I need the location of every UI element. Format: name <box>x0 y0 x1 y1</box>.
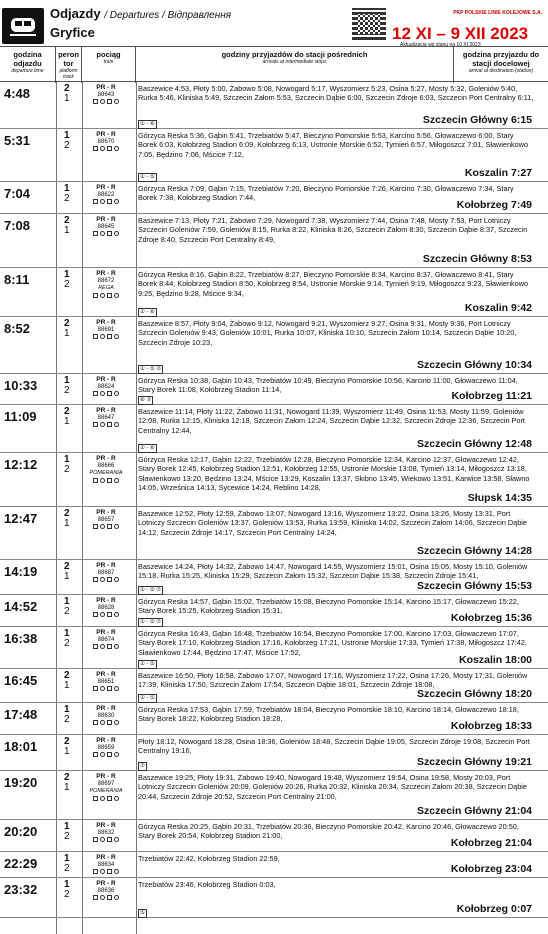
destination: Szczecin Główny 15:53 <box>417 580 532 592</box>
departure-time: 5:31 <box>4 133 31 148</box>
destination: Koszalin 18:00 <box>459 654 532 666</box>
table-row <box>0 129 548 182</box>
intermediate-stops: Górzyca Reska 7:09, Gąbin 7:15, Trzebiatów 7:20, Bieczyno Pomorskie 7:26, Karcino 7:30, Głowaczewo 7:34, Stary Borek 7:38, Kołobrzeg Stadion 7:44, <box>138 184 514 203</box>
platform-track: 1 2 <box>64 375 70 396</box>
departures-table <box>0 82 548 918</box>
departure-time: 22:29 <box>4 856 38 871</box>
table-row <box>0 627 548 669</box>
amenity-icons <box>86 293 126 301</box>
table-row <box>0 852 548 878</box>
destination: Koszalin 7:27 <box>464 167 532 179</box>
amenity-icons <box>86 644 126 652</box>
train-info[interactable]: PR - R 88636 <box>86 880 126 903</box>
destination: Kołobrzeg 11:21 <box>451 390 532 402</box>
table-row <box>0 317 548 374</box>
day-restriction: ⑥ ⑦ <box>140 397 152 403</box>
table-row <box>0 214 548 268</box>
day-restriction: ① - ⑤ ⑦ <box>140 619 162 625</box>
departure-time: 20:20 <box>4 824 38 839</box>
header <box>0 0 548 48</box>
departure-time: 14:19 <box>4 564 38 579</box>
intermediate-stops: Górzyca Reska 14:57, Gąbin 15:02, Trzebiatów 15:08, Bieczyno Pomorskie 15:14, Karcino 15:17, Głowaczewo 15:22, Stary Borek 15:25, Kołobrzeg Stadion 15:31, <box>138 597 519 616</box>
intermediate-stops: Baszewice 7:13, Płoty 7:21, Żabowo 7:29, Nowogard 7:38, Wyszomierz 7:44, Osina 7:48, Mosty 7:53, Port Lotniczy Szczecin Goleniów 7:59, Goleniów 8:15, Rurka 8:22, Kliniska 8:26, Szczecin Załom 8:30, Szczecin Dąbie 8:37, Szczecin Zdroje 8:40, Szczecin Port Centralny 8:49, <box>138 216 528 244</box>
departure-time: 10:33 <box>4 378 38 393</box>
table-row <box>0 703 548 735</box>
intermediate-stops: Baszewice 12:52, Płoty 12:59, Żabowo 13:07, Nowogard 13:16, Wyszomierz 13:22, Osina 13:26, Mosty 13:31, Port Lotniczy Szczecin Goleniów 13:37, Goleniów 13:53, Rurka 13:59, Kliniska 14:02, Szczecin Załom 14:06, Szczecin Dąbie 14:12, Szczecin Zdroje 14:17, Szczecin Port Centralny 14:24, <box>138 509 527 537</box>
train-info[interactable]: PR - R 88628 <box>86 597 126 620</box>
train-info[interactable]: PR - R 88634 <box>86 854 126 877</box>
page-title: Odjazdy / Departures / Відправлення <box>50 6 232 21</box>
day-restriction: ⑦ <box>140 763 145 769</box>
table-row <box>0 595 548 627</box>
train-info[interactable]: PR - R 88632 <box>86 822 126 845</box>
destination: Koszalin 9:42 <box>464 302 532 314</box>
destination: Szczecin Główny 6:15 <box>422 114 532 126</box>
train-info[interactable]: PR - R 88622 <box>86 184 126 207</box>
train-info[interactable]: PR - R 88651 <box>86 671 126 694</box>
amenity-icons <box>86 334 126 342</box>
day-restriction: ① - ⑤ <box>140 661 155 667</box>
day-restriction: ① - ⑥ <box>140 309 155 315</box>
train-info[interactable]: PR - R 88687 <box>86 562 126 585</box>
col-train: pociąg train <box>82 47 136 83</box>
departure-time: 14:52 <box>4 599 38 614</box>
intermediate-stops: Górzyca Reska 12:17, Gąbin 12:22, Trzebiatów 12:28, Bieczyno Pomorskie 12:34, Karcino 12:37, Głowaczewo 12:42, Stary Borek 12:45, Kołobrzeg Stadion 12:51, Kołobrzeg 12:55, Ustronie Morskie 13:08, Tymień 13:14, Miłogoszcz 13:18, Sławienkowo 13:20, Będzino 13:24, Mścice 13:29, Koszalin 13:37, Skibno 13:45, Wiekowo 13:51, Karwice 13:58, Sławno 14:05, Wrześnica 14:13, Sycewice 14:24, Reblino 14:28, <box>138 455 530 493</box>
brand-logo: PKP POLSKIE LINIE KOLEJOWE S.A. <box>453 10 542 16</box>
intermediate-stops: Górzyca Reska 10:38, Gąbin 10:43, Trzebiatów 10:49, Bieczyno Pomorskie 10:56, Karcino 11:00, Głowaczewo 11:04, Stary Borek 11:08, Kołobrzeg Stadion 11:14, <box>138 376 518 395</box>
day-restriction: ⑤ <box>140 910 145 916</box>
destination: Kołobrzeg 18:33 <box>450 720 532 732</box>
day-restriction: ① - ⑥ <box>140 121 155 127</box>
table-row <box>0 182 548 214</box>
departure-time: 18:01 <box>4 739 38 754</box>
train-info[interactable]: PR - R 88672 REGA <box>86 270 126 300</box>
intermediate-stops: Baszewice 4:53, Płoty 5:00, Żabowo 5:08, Nowogard 5:17, Wyszomierz 5:23, Osina 5:27, Mosty 5:32, Goleniów 5:40, Rurka 5:46, Kliniska 5:49, Szczecin Załom 5:53, Szczecin Dąbie 6:00, Szczecin Zdroje 6:03, Szczecin Port Centralny 6:11, <box>138 84 534 103</box>
platform-track: 1 2 <box>64 821 70 842</box>
departure-time: 16:38 <box>4 631 38 646</box>
platform-track: 1 2 <box>64 269 70 290</box>
validity-dates: 12 XI – 9 XII 2023 <box>392 24 529 43</box>
platform-track: 1 2 <box>64 879 70 900</box>
amenity-icons <box>86 869 126 877</box>
table-row <box>0 820 548 852</box>
amenity-icons <box>86 199 126 207</box>
table-row <box>0 669 548 703</box>
intermediate-stops: Trzebiatów 22:42, Kołobrzeg Stadion 22:59, <box>138 854 280 863</box>
amenity-icons <box>86 752 126 760</box>
train-info[interactable]: PR - R 88691 <box>86 319 126 342</box>
day-restriction: ① - ⑤ <box>140 174 155 180</box>
table-row <box>0 771 548 820</box>
day-restriction: ① - ⑤ <box>140 695 155 701</box>
intermediate-stops: Baszewice 8:57, Płoty 9:04, Żabowo 9:12, Nowogard 9:21, Wyszomierz 9:27, Osina 9:31, Mosty 9:36, Port Lotniczy Szczecin Goleniów 9:43, Goleniów 10:01, Rurka 10:07, Kliniska 10:10, Szczecin Załom 10:14, Szczecin Dąbie 10:20, Szczecin Zdroje 10:23, <box>138 319 517 347</box>
platform-track: 2 1 <box>64 772 70 793</box>
intermediate-stops: Trzebiatów 23:46, Kołobrzeg Stadion 0:03, <box>138 880 276 889</box>
destination: Kołobrzeg 23:04 <box>450 863 532 875</box>
table-row <box>0 560 548 595</box>
amenity-icons <box>86 99 126 107</box>
train-info[interactable]: PR - R 88645 <box>86 216 126 239</box>
destination: Szczecin Główny 14:28 <box>417 545 532 557</box>
platform-track: 2 1 <box>64 406 70 427</box>
amenity-icons <box>86 837 126 845</box>
destination: Słupsk 14:35 <box>467 492 532 504</box>
platform-track: 2 1 <box>64 670 70 691</box>
table-row <box>0 268 548 317</box>
intermediate-stops: Górzyca Reska 17:53, Gąbin 17:59, Trzebiatów 18:04, Bieczyno Pomorskie 18:10, Karcino 18:14, Głowaczewo 18:18, Stary Borek 18:22, Kołobrzeg Stadion 18:28, <box>138 705 519 724</box>
departure-time: 8:52 <box>4 321 31 336</box>
train-info[interactable]: PR - R 88630 <box>86 705 126 728</box>
amenity-icons <box>86 612 126 620</box>
destination: Kołobrzeg 0:07 <box>456 903 532 915</box>
table-row <box>0 878 548 918</box>
table-row <box>0 405 548 453</box>
intermediate-stops: Górzyca Reska 20:25, Gąbin 20:31, Trzebiatów 20:36, Bieczyno Pomorskie 20:42, Karcino 20:46, Głowaczewo 20:50, Stary Borek 20:54, Kołobrzeg Stadion 21:00, <box>138 822 519 841</box>
platform-track: 1 2 <box>64 596 70 617</box>
platform-track: 1 2 <box>64 130 70 151</box>
destination: Szczecin Główny 21:04 <box>417 805 532 817</box>
amenity-icons <box>86 796 126 804</box>
col-dest: godzina przyjazdu do stacji docelowej arrival at destination (station) <box>462 50 540 74</box>
train-info[interactable]: PR - R 88643 <box>86 84 126 107</box>
departure-time: 4:48 <box>4 86 31 101</box>
intermediate-stops: Baszewice 11:14, Płoty 11:22, Żabowo 11:31, Nowogard 11:39, Wyszomierz 11:49, Osina 11:53, Mosty 11:59, Goleniów 12:08, Rurka 12:15, Kliniska 12:18, Szczecin Załom 12:24, Szczecin Dąbie 12:32, Szczecin Zdroje 12:36, Szczecin Port Centralny 12:44, <box>138 407 525 435</box>
platform-track: 1 2 <box>64 454 70 475</box>
col-stops: godziny przyjazdów do stacji pośrednich arrivals at intermediate stops <box>136 47 454 83</box>
train-icon <box>2 8 44 44</box>
amenity-icons <box>86 577 126 585</box>
update-note: Aktualizacja wg stanu na 10 XI 2023 <box>400 42 481 48</box>
intermediate-stops: Baszewice 16:50, Płoty 16:58, Żabowo 17:07, Nowogard 17:16, Wyszomierz 17:22, Osina 17:26, Mosty 17:31, Goleniów 17:39, Kliniska 17:50, Szczecin Załom 17:54, Szczecin Dąbie 18:01, Szczecin Zdroje 18:08, <box>138 671 528 690</box>
qr-code-icon[interactable] <box>352 8 386 40</box>
day-restriction: ① - ⑤ ⑦ <box>140 366 162 372</box>
departure-time: 7:04 <box>4 186 31 201</box>
train-info[interactable]: PR - R 88659 <box>86 737 126 760</box>
table-row <box>0 507 548 560</box>
amenity-icons <box>86 391 126 399</box>
col-track: peron tor platform track <box>56 47 82 83</box>
amenity-icons <box>86 146 126 154</box>
departure-time: 23:32 <box>4 882 38 897</box>
table-row <box>0 82 548 129</box>
destination: Kołobrzeg 21:04 <box>450 837 532 849</box>
platform-track: 2 1 <box>64 561 70 582</box>
train-info[interactable]: PR - R 88697 POMERANIA <box>86 773 126 803</box>
table-row <box>0 735 548 771</box>
departure-time: 16:45 <box>4 673 38 688</box>
amenity-icons <box>86 686 126 694</box>
amenity-icons <box>86 231 126 239</box>
amenity-icons <box>86 720 126 728</box>
destination: Szczecin Główny 19:21 <box>417 756 532 768</box>
destination: Szczecin Główny 18:20 <box>417 688 532 700</box>
platform-track: 2 1 <box>64 736 70 757</box>
amenity-icons <box>86 478 126 486</box>
departure-time: 12:47 <box>4 511 38 526</box>
platform-track: 2 1 <box>64 508 70 529</box>
station-name: Gryfice <box>50 25 95 40</box>
day-restriction: ① - ⑥ <box>140 445 155 451</box>
platform-track: 2 1 <box>64 318 70 339</box>
col-time: godzina odjazdu departure time <box>0 47 56 83</box>
table-row <box>0 374 548 405</box>
platform-track: 1 2 <box>64 704 70 725</box>
departure-time: 8:11 <box>4 272 30 287</box>
intermediate-stops: Górzyca Reska 5:36, Gąbin 5:41, Trzebiatów 5:47, Bieczyno Pomorskie 5:53, Karcino 5:56, Głowaczewo 6:00, Stary Borek 6:03, Kołobrzeg Stadion 6:09, Kołobrzeg 6:13, Ustronie Morskie 6:52, Tymień 6:57, Miłogoszcz 7:01, Sławienkowo 7:05, Będzino 7:06, Mścice 7:12, <box>138 131 529 159</box>
destination: Szczecin Główny 8:53 <box>422 253 532 265</box>
destination: Kołobrzeg 15:36 <box>450 612 532 624</box>
day-restriction: ① - ⑤ ⑦ <box>140 587 162 593</box>
train-info[interactable]: PR - R 88666 POMERANIA <box>86 455 126 485</box>
train-info[interactable]: PR - R 88647 <box>86 407 126 430</box>
platform-track: 1 2 <box>64 628 70 649</box>
destination: Kołobrzeg 7:49 <box>456 199 532 211</box>
intermediate-stops: Górzyca Reska 16:43, Gąbin 16:48, Trzebiatów 16:54, Bieczyno Pomorskie 17:00, Karcino 17:03, Głowaczewo 17:07, Stary Borek 17:10, Kołobrzeg Stadion 17:16, Kołobrzeg 17:21, Ustronie Morskie 17:33, Tymień 17:38, Miłogoszcz 17:42, Sławienkowo 17:44, Będzino 17:47, Mścice 17:52, <box>138 629 527 657</box>
amenity-icons <box>86 895 126 903</box>
platform-track: 2 1 <box>64 215 70 236</box>
table-header <box>0 46 548 82</box>
intermediate-stops: Baszewice 14:24, Płoty 14:32, Żabowo 14:47, Nowogard 14:55, Wyszomierz 15:01, Osina 15:05, Mosty 15:10, Goleniów 15:18, Rurka 15:25, Kliniska 15:29, Szczecin Załom 15:32, Szczecin Dąbie 15:38, Szczecin Zdroje 15:41, <box>138 562 528 581</box>
destination: Szczecin Główny 10:34 <box>417 359 532 371</box>
departure-time: 17:48 <box>4 707 38 722</box>
train-info[interactable]: PR - R 88670 <box>86 131 126 154</box>
intermediate-stops: Górzyca Reska 8:16, Gąbin 8:22, Trzebiatów 8:27, Bieczyno Pomorskie 8:34, Karcino 8:37, Głowaczewo 8:41, Stary Borek 8:44, Kołobrzeg Stadion 8:50, Kołobrzeg 8:54, Ustronie Morskie 9:14, Tymień 9:19, Miłogoszcz 9:23, Sławienkowo 9:25, Będzino 9:28, Mścice 9:34, <box>138 270 529 298</box>
platform-track: 1 2 <box>64 183 70 204</box>
departure-time: 19:20 <box>4 775 38 790</box>
train-info[interactable]: PR - R 88674 <box>86 629 126 652</box>
amenity-icons <box>86 422 126 430</box>
train-info[interactable]: PR - R 88657 <box>86 509 126 532</box>
departure-time: 12:12 <box>4 457 38 472</box>
table-row <box>0 453 548 507</box>
platform-track: 2 1 <box>64 83 70 104</box>
train-info[interactable]: PR - R 88624 <box>86 376 126 399</box>
departure-time: 7:08 <box>4 218 31 233</box>
departure-time: 11:09 <box>4 409 37 424</box>
destination: Szczecin Główny 12:48 <box>417 438 532 450</box>
intermediate-stops: Baszewice 19:25, Płoty 19:31, Żabowo 19:40, Nowogard 19:48, Wyszomierz 19:54, Osina 19:58, Mosty 20:03, Port Lotniczy Szczecin Goleniów 20:09, Goleniów 20:26, Rurka 20:32, Kliniska 20:34, Szczecin Załom 20:38, Szczecin Dąbie 20:44, Szczecin Zdroje 20:52, Szczecin Port Centralny 21:00, <box>138 773 527 801</box>
platform-track: 1 2 <box>64 853 70 874</box>
amenity-icons <box>86 524 126 532</box>
intermediate-stops: Płoty 18:12, Nowogard 18:28, Osina 18:36, Goleniów 18:48, Szczecin Dąbie 19:05, Szczecin Zdroje 19:08, Szczecin Port Centralny 19:16, <box>138 737 530 756</box>
